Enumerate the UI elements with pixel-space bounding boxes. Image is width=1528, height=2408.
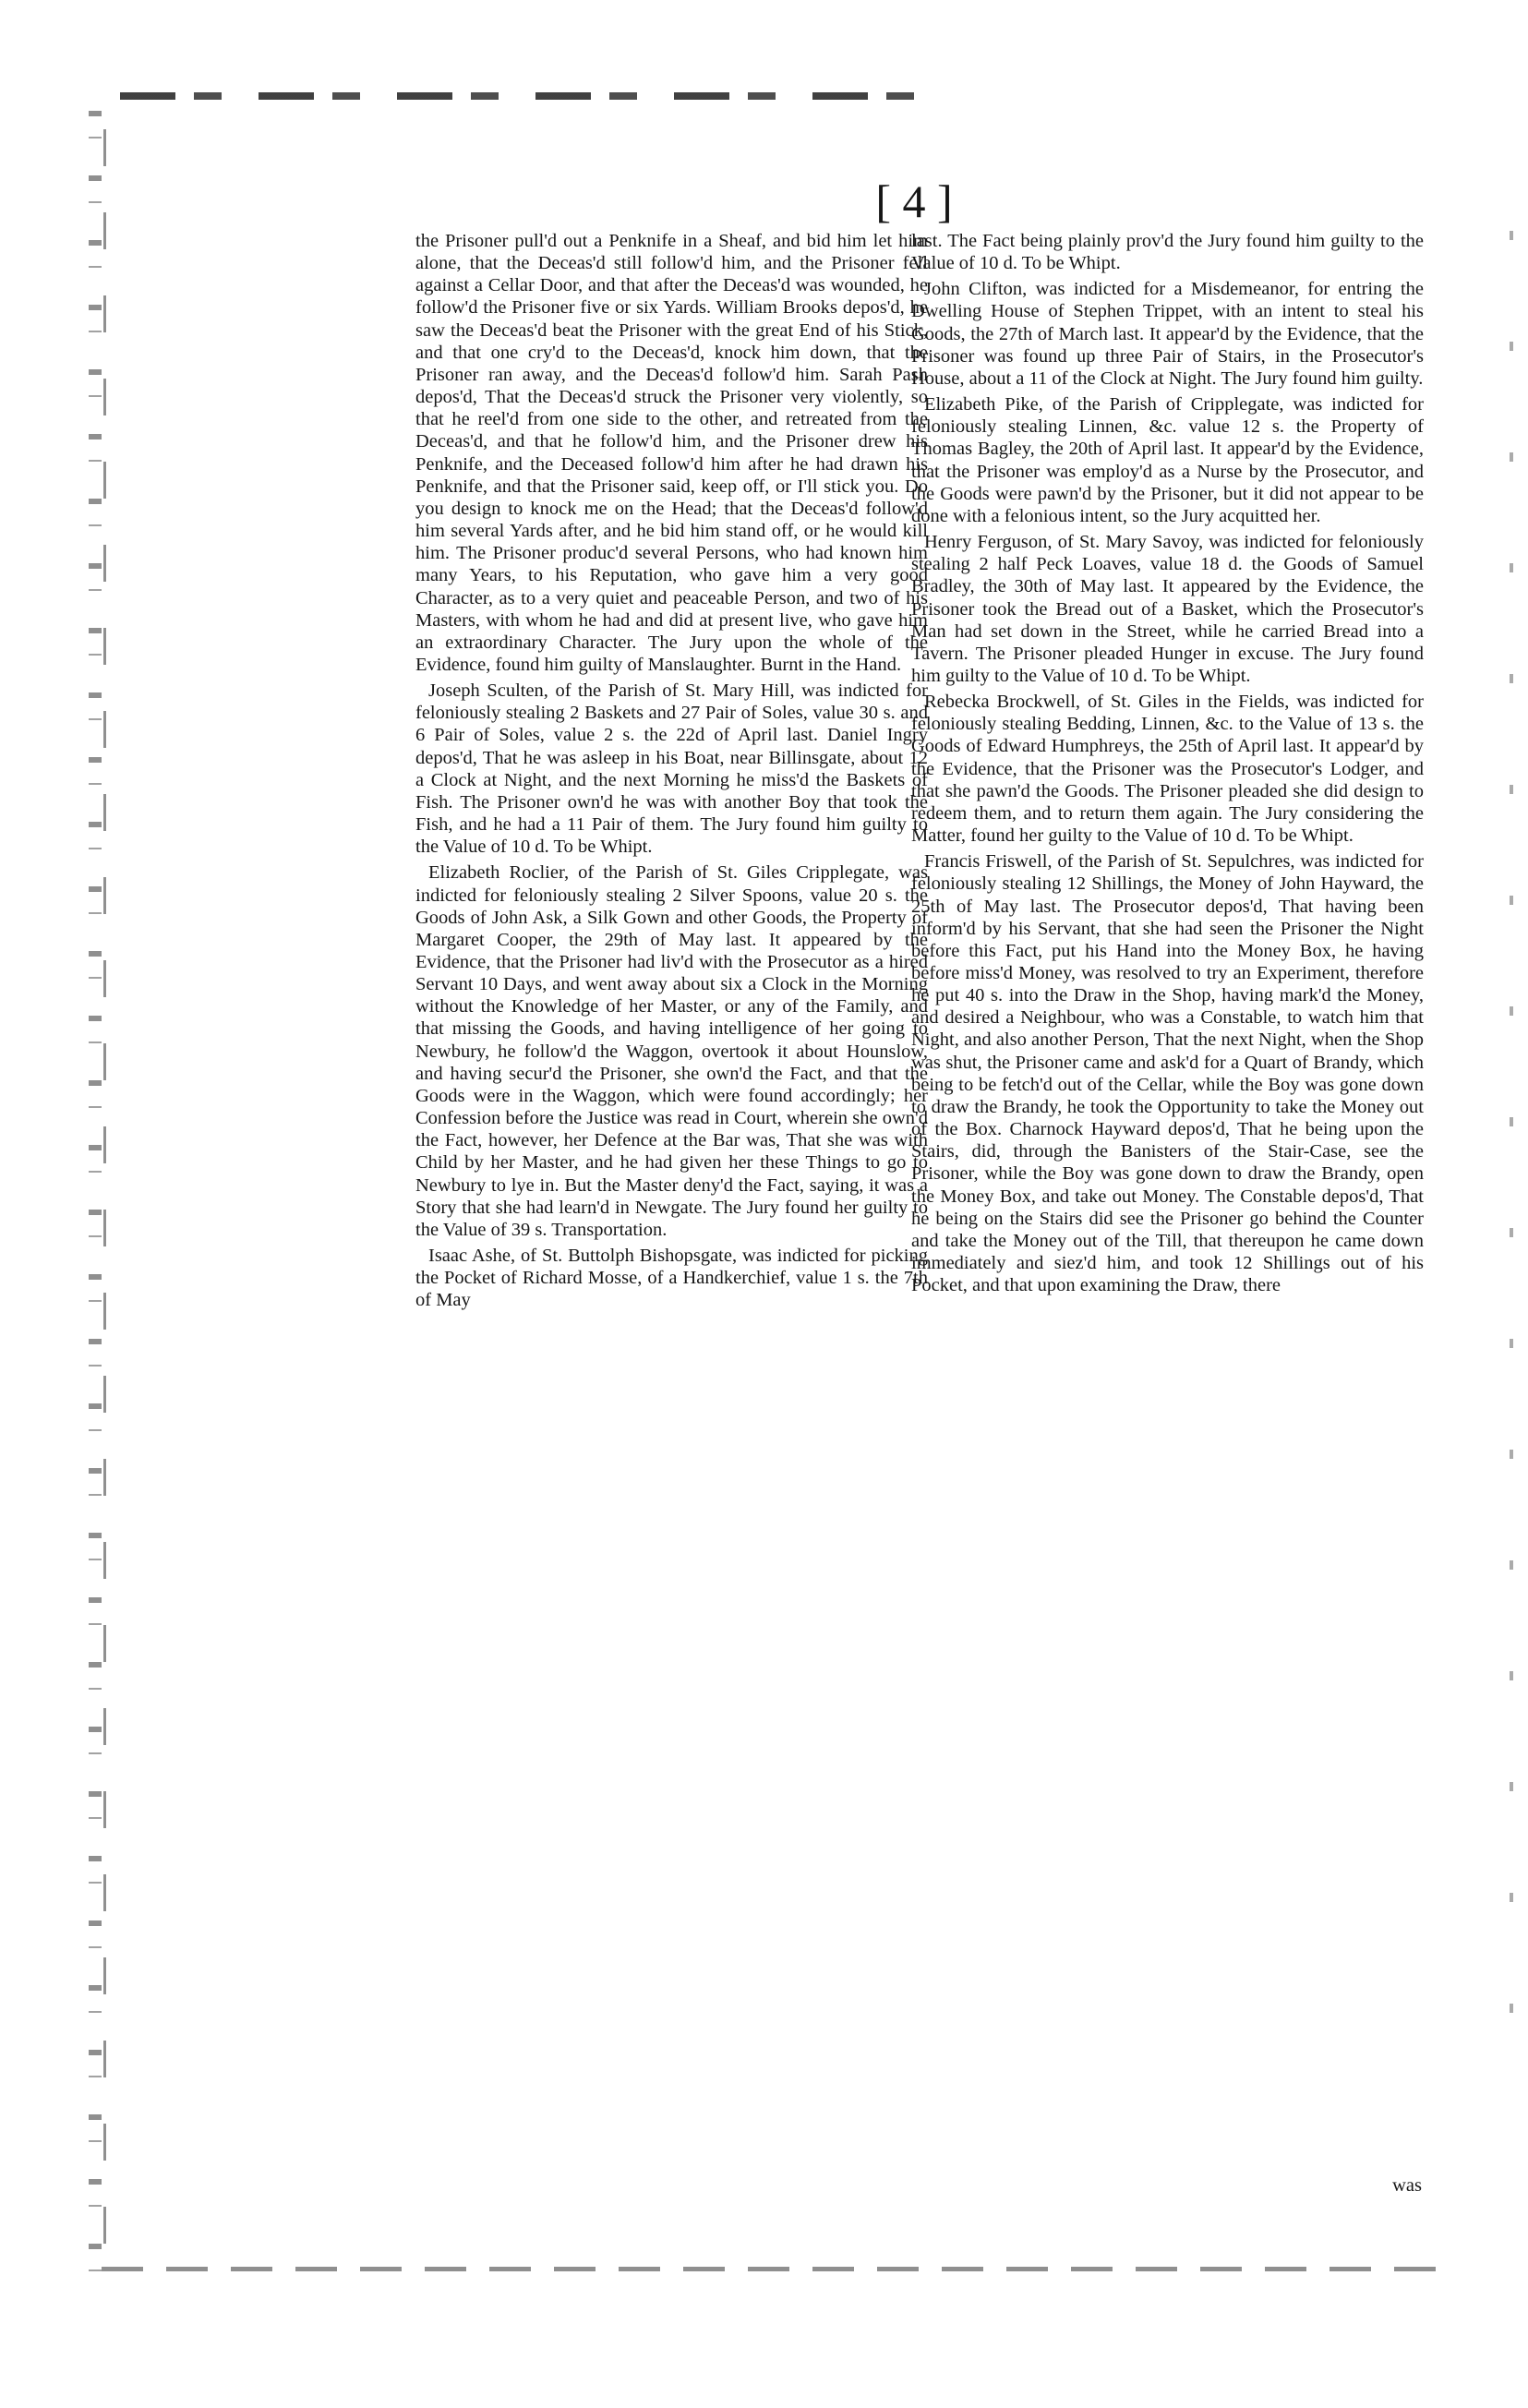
paragraph-elizabeth-roclier: Elizabeth Roclier, of the Parish of St. Giles Cripplegate, was indicted for feloniously stealing 2 Silver Spoons, value 20 s. the Goods of John Ask, a Silk Gown and other Goods, the Property of Margaret Cooper, the 29th of May last. It appeared by the Evidence, that the Prisoner had liv'd with the Prosecutor as a hired Servant 10 Days, and went away about six a Clock in the Morning without the Knowledge of her Master, or any of the Family, and that missing the Goods, and having intelligence of her going to Newbury, he follow'd the Waggon, overtook it about Hounslow, and having secur'd the Prisoner, she own'd the Fact, and that the Goods were in the Waggon, which were found accordingly; her Confession before the Justice was read in Court, wherein she own'd the Fact, however, her Defence at the Bar was, That she was with Child by her Master, and he had given her these Things to go to Newbury to lye in. But the Master deny'd the Fact, saying, it was a Story that she had learn'd in Newgate. The Jury found her guilty to the Value of 39 s. Transportation. xyxy=(415,862,928,1240)
paragraph-continued-testimony: the Prisoner pull'd out a Penknife in a Sheaf, and bid him let him alone, that the Deceas'd still follow'd him, and the Prisoner fell against a Cellar Door, and that after the Deceas'd was wounded, he follow'd the Prisoner five or six Yards. William Brooks depos'd, he saw the Deceas'd beat the Prisoner with the great End of his Stick, and that one cry'd to the Deceas'd, knock him down, that the Prisoner ran away, and the Deceas'd follow'd him. Sarah Pash depos'd, That the Deceas'd struck the Prisoner very violently, so that he reel'd from one side to the other, and retreated from the Deceas'd, and that he follow'd him, and the Prisoner drew his Penknife, and the Deceased follow'd him after he had drawn his Penknife, and that the Prisoner said, keep off, or I'll stick you. Do you design to knock me on the Head; that the Deceas'd follow'd him several Yards after, and he bid him stand off, or he would kill him. The Prisoner produc'd several Persons, who had known him many Years, to his Reputation, who gave him a very good Character, as to a very quiet and peaceable Person, and two of his Masters, with whom he had and did at present live, who gave him an extraordinary Character. The Jury upon the whole of the Evidence, found him guilty of Manslaughter. Burnt in the Hand. xyxy=(415,231,928,675)
scan-artifact-left-line xyxy=(103,129,106,2281)
page-number: [ 4 ] xyxy=(875,175,953,227)
scan-artifact-left-edge xyxy=(89,111,102,2308)
paragraph-rebecka-brockwell: Rebecka Brockwell, of St. Giles in the Fields, was indicted for feloniously stealing Bedding, Linnen, &c. to the Value of 13 s. the Goods of Edward Humphreys, the 25th of April last. It appear'd by the Evidence, that the Prisoner was the Prosecutor's Lodger, and that she pawn'd the Goods. The Prisoner pleaded she did design to redeem them, and to return them again. The Jury considering the Matter, found her guilty to the Value of 10 d. To be Whipt. xyxy=(911,692,1424,847)
catchword: was xyxy=(1392,2175,1422,2196)
scan-artifact-right-edge xyxy=(1510,231,1513,2077)
right-column xyxy=(911,230,1424,1296)
paragraph-isaac-ashe-continued: last. The Fact being plainly prov'd the Jury found him guilty to the Value of 10 d. To be Whipt. xyxy=(911,231,1424,274)
left-column xyxy=(415,230,928,1312)
paragraph-joseph-sculten: Joseph Sculten, of the Parish of St. Mary Hill, was indicted for feloniously stealing 2 Baskets and 27 Pair of Soles, value 30 s. and 6 Pair of Soles, value 2 s. the 22d of April last. Daniel Ingry depos'd, That he was asleep in his Boat, near Billinsgate, about 12 a Clock at Night, and the next Morning he miss'd the Baskets of Fish. The Prisoner own'd he was with another Boy that took the Fish, and he had a 11 Pair of them. The Jury found him guilty to the Value of 10 d. To be Whipt. xyxy=(415,680,928,858)
paragraph-henry-ferguson: Henry Ferguson, of St. Mary Savoy, was indicted for feloniously stealing 2 half Peck Loaves, value 18 d. the Goods of Samuel Bradley, the 30th of May last. It appeared by the Evidence, the Prisoner took the Bread out of a Basket, which the Prosecutor's Man had set down in the Street, while he carried Bread into a Tavern. The Prisoner pleaded Hunger in excuse. The Jury found him guilty to the Value of 10 d. To be Whipt. xyxy=(911,532,1424,686)
paragraph-isaac-ashe: Isaac Ashe, of St. Buttolph Bishopsgate, was indicted for picking the Pocket of Richard Mosse, of a Handkerchief, value 1 s. the 7th of May xyxy=(415,1246,928,1311)
paragraph-elizabeth-pike: Elizabeth Pike, of the Parish of Cripplegate, was indicted for feloniously stealing Linnen, &c. value 12 s. the Property of Thomas Bagley, the 20th of April last. It appear'd by the Evidence, that the Prisoner was employ'd as a Nurse by the Prosecutor, and the Goods were pawn'd by the Prisoner, but it did not appear to be done with a felonious intent, so the Jury acquitted her. xyxy=(911,394,1424,526)
scan-artifact-bottom xyxy=(102,2267,1450,2271)
paragraph-francis-friswell: Francis Friswell, of the Parish of St. Sepulchres, was indicted for feloniously stealing 12 Shillings, the Money of John Hayward, the 25th of May last. The Prosecutor depos'd, That having been inform'd by his Servant, that she had seen the Prisoner the Night before this Fact, put his Hand into the Money Box, he having before miss'd Money, was resolved to try an Experiment, therefore he put 40 s. into the Draw in the Shop, having mark'd the Money, and desired a Neighbour, who was a Constable, to watch him that Night, and also another Person, That the next Night, when the Shop was shut, the Prisoner came and ask'd for a Quart of Brandy, which being to be fetch'd out of the Cellar, while the Boy was gone down to draw the Brandy, he took the Opportunity to take the Money out of the Box. Charnock Hayward depos'd, That he being upon the Stairs, did, through the Banisters of the Stair-Case, see the Prisoner, while the Boy was gone down to draw the Brandy, open the Money Box, and take out Money. The Constable depos'd, That he being on the Stairs did see the Prisoner go behind the Counter and take the Money out of the Till, that thereupon he came down immediately and siez'd him, and took 12 Shillings out of his Pocket, and that upon examining the Draw, there xyxy=(911,851,1424,1296)
scan-artifact-top xyxy=(120,92,951,100)
paragraph-john-clifton: John Clifton, was indicted for a Misdemeanor, for entring the Dwelling House of Stephen Trippet, with an intent to steal his Goods, the 27th of March last. It appear'd by the Evidence, that the Prisoner was found up three Pair of Stairs, in the Prosecutor's House, about a 11 of the Clock at Night. The Jury found him guilty. xyxy=(911,279,1424,389)
